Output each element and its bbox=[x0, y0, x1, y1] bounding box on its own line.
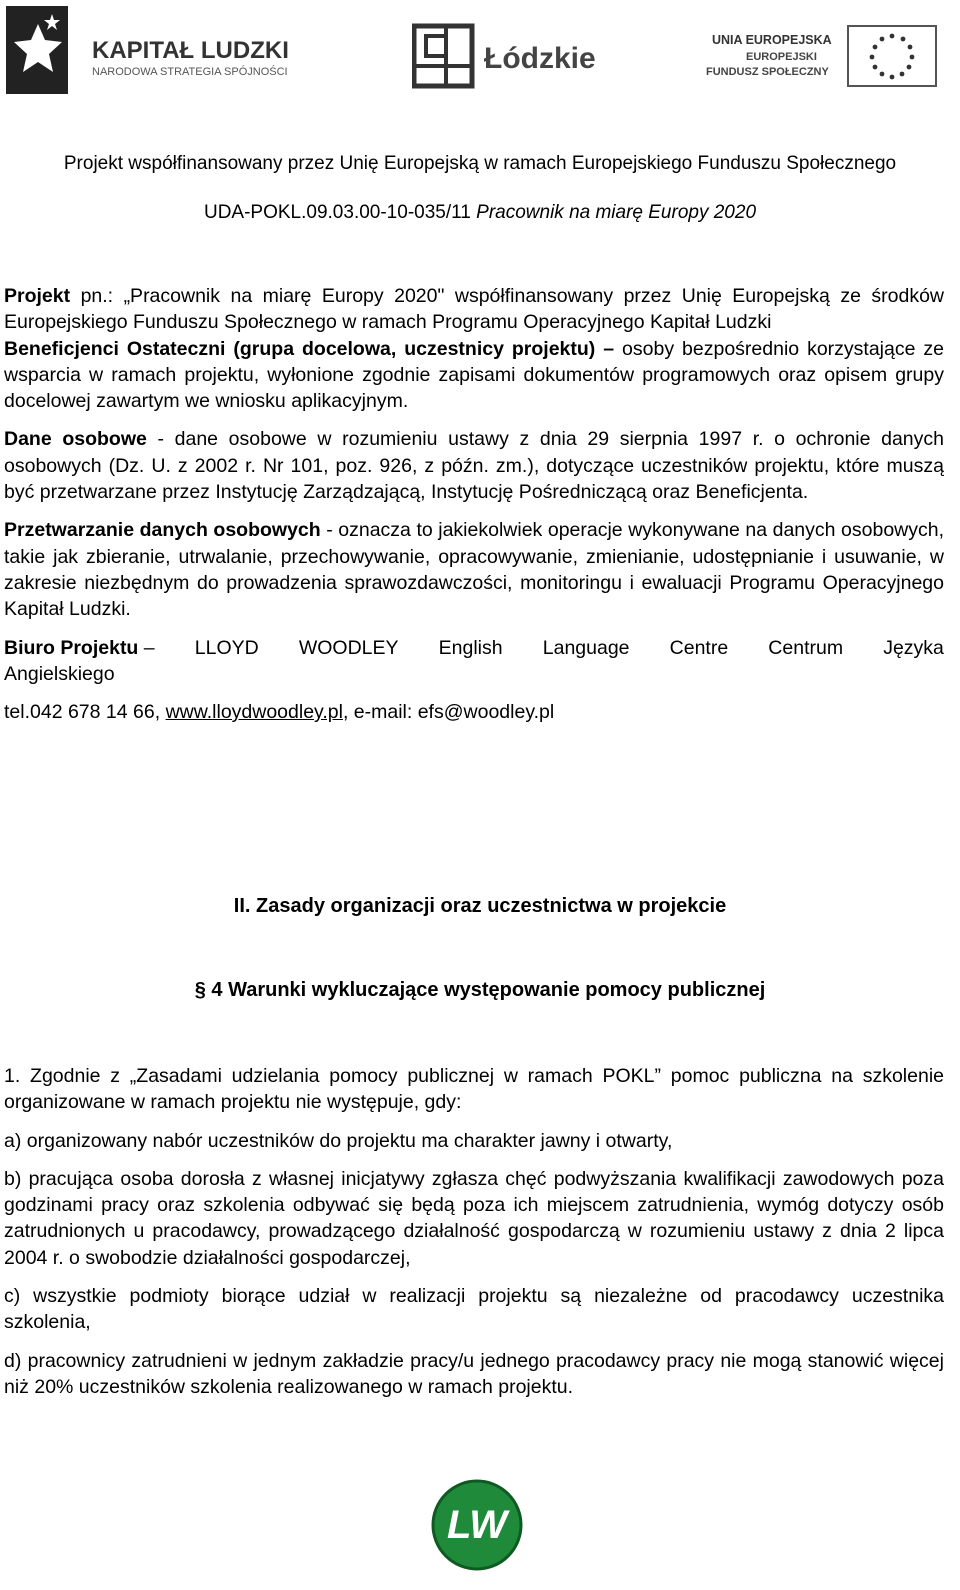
biuro-dash: – bbox=[143, 636, 155, 659]
text-przetwarzanie: - oznacza to jakiekolwiek operacje wykonywane na danych osobowych, takie jak zbieranie, utrwalanie, przechowywanie, opracowywanie, zmienianie, udostępnianie i usuwanie, w zakresie niezbędnym do prowadzenia sprawozdawczości, monitoringu i ewaluacji Programu Operacyjnego Kapitał Ludzki. bbox=[4, 519, 945, 621]
term-biuro-wrap bbox=[4, 635, 155, 661]
text-dane-osobowe: - dane osobowe w rozumieniu ustawy z dnia 29 sierpnia 1997 r. o ochronie danych osobowych (Dz. U. z 2002 r. Nr 101, poz. 926, z późn. zm.), dotyczące uczestników projektu, które muszą być przetwarzane przez Instytucję Zarządzającą, Instytucję Pośredniczącą oraz Beneficjenta. bbox=[4, 428, 944, 504]
term-projekt: Projekt bbox=[4, 285, 71, 307]
biuro-line2: Angielskiego bbox=[4, 662, 115, 685]
biuro-word-6: Centrum bbox=[768, 636, 844, 659]
logo-bar bbox=[0, 0, 960, 110]
term-beneficjenci: Beneficjenci Ostateczni (grupa docelowa, uczestnicy projektu) – bbox=[4, 337, 615, 360]
biuro-word-1: LLOYD bbox=[194, 636, 259, 659]
kapital-ludzki-title: KAPITAŁ LUDZKI bbox=[92, 37, 289, 64]
text-projekt: pn.: „Pracownik na miarę Europy 2020" współfinansowany przez Unię Europejską ze środków Europejskiego Funduszu Społecznego w ramach Programu Operacyjnego Kapitał Ludzki bbox=[4, 285, 944, 334]
contact-line bbox=[4, 699, 944, 725]
lw-letters: LW bbox=[447, 1503, 507, 1547]
definitions-section bbox=[4, 283, 944, 725]
definition-biuro bbox=[4, 635, 944, 661]
rule-b: b) pracująca osoba dorosła z własnej inicjatywy zgłasza chęć podwyższania kwalifikacji zawodowych poza godzinami pracy oraz szkolenia odbywać się będą poza ich miejscem zatrudnienia, wymóg dotyczy osób zatrudnionych u pracodawcy, prowadzącego działalność gospodarczą w rozumieniu ustawy z dnia 2 lipca 2004 r. o swobodzie działalności gospodarczej, bbox=[4, 1167, 944, 1269]
website-link[interactable]: www.lloydwoodley.pl bbox=[165, 701, 343, 724]
biuro-word-7: Języka bbox=[883, 636, 944, 659]
rules-section bbox=[4, 1063, 944, 1400]
lodzkie-logo bbox=[412, 22, 612, 92]
eu-stars-icon bbox=[870, 34, 915, 80]
eu-logo bbox=[700, 20, 940, 90]
term-biuro: Biuro Projektu bbox=[4, 636, 139, 659]
eu-line1: UNIA EUROPEJSKA bbox=[712, 33, 832, 47]
rule-d: d) pracownicy zatrudnieni w jednym zakładzie pracy/u jednego pracodawcy pracy nie mogą stanowić więcej niż 20% uczestników szkolenia realizowanego w ramach projektu. bbox=[4, 1349, 944, 1398]
project-name: Pracownik na miarę Europy 2020 bbox=[476, 202, 757, 223]
definition-dane-osobowe bbox=[4, 426, 944, 505]
kapital-ludzki-logo bbox=[4, 2, 304, 98]
eu-line3: FUNDUSZ SPOŁECZNY bbox=[706, 66, 829, 78]
rule-intro: 1. Zgodnie z „Zasadami udzielania pomocy publicznej w ramach POKL” pomoc publiczna na szkolenie organizowane w ramach projektu nie występuje, gdy: bbox=[4, 1065, 944, 1114]
rule-c: c) wszystkie podmioty biorące udział w realizacji projektu są niezależne od pracodawcy uczestnika szkolenia, bbox=[4, 1285, 944, 1334]
definition-projekt bbox=[4, 283, 944, 336]
term-przetwarzanie: Przetwarzanie danych osobowych bbox=[4, 519, 321, 542]
biuro-word-4: Language bbox=[542, 636, 630, 659]
definition-beneficjenci bbox=[4, 336, 944, 415]
section-subtitle: § 4 Warunki wykluczające występowanie pomocy publicznej bbox=[194, 979, 766, 1001]
biuro-word-5: Centre bbox=[669, 636, 729, 659]
project-header-line2 bbox=[0, 202, 960, 224]
biuro-word-2: WOODLEY bbox=[298, 636, 399, 659]
eu-line2: EUROPEJSKI bbox=[746, 51, 817, 63]
rule-a: a) organizowany nabór uczestników do projektu ma charakter jawny i otwarty, bbox=[4, 1129, 673, 1152]
biuro-word-3: English bbox=[438, 636, 503, 659]
contact-email: , e-mail: efs@woodley.pl bbox=[342, 701, 555, 724]
project-code: UDA-POKL.09.03.00-10-035/11 bbox=[203, 202, 471, 223]
term-dane-osobowe: Dane osobowe bbox=[4, 428, 147, 451]
project-header-line1: Projekt współfinansowany przez Unię Europejską w ramach Europejskiego Funduszu Społecznego bbox=[63, 153, 897, 174]
lodzkie-title: Łódzkie bbox=[484, 42, 596, 75]
contact-tel: tel.042 678 14 66, bbox=[4, 701, 166, 724]
section-title: II. Zasady organizacji oraz uczestnictwa w projekcie bbox=[233, 895, 727, 917]
kapital-ludzki-subtitle: NARODOWA STRATEGIA SPÓJNOŚCI bbox=[92, 66, 288, 78]
lloyd-woodley-logo bbox=[430, 1478, 524, 1572]
text-beneficjenci: osoby bezpośrednio korzystające ze wsparcia w ramach projektu, wyłonione zgodnie zapisami dokumentów programowych oraz opisem grupy docelowej zawartym we wniosku aplikacyjnym. bbox=[4, 337, 945, 413]
definition-przetwarzanie bbox=[4, 517, 944, 622]
